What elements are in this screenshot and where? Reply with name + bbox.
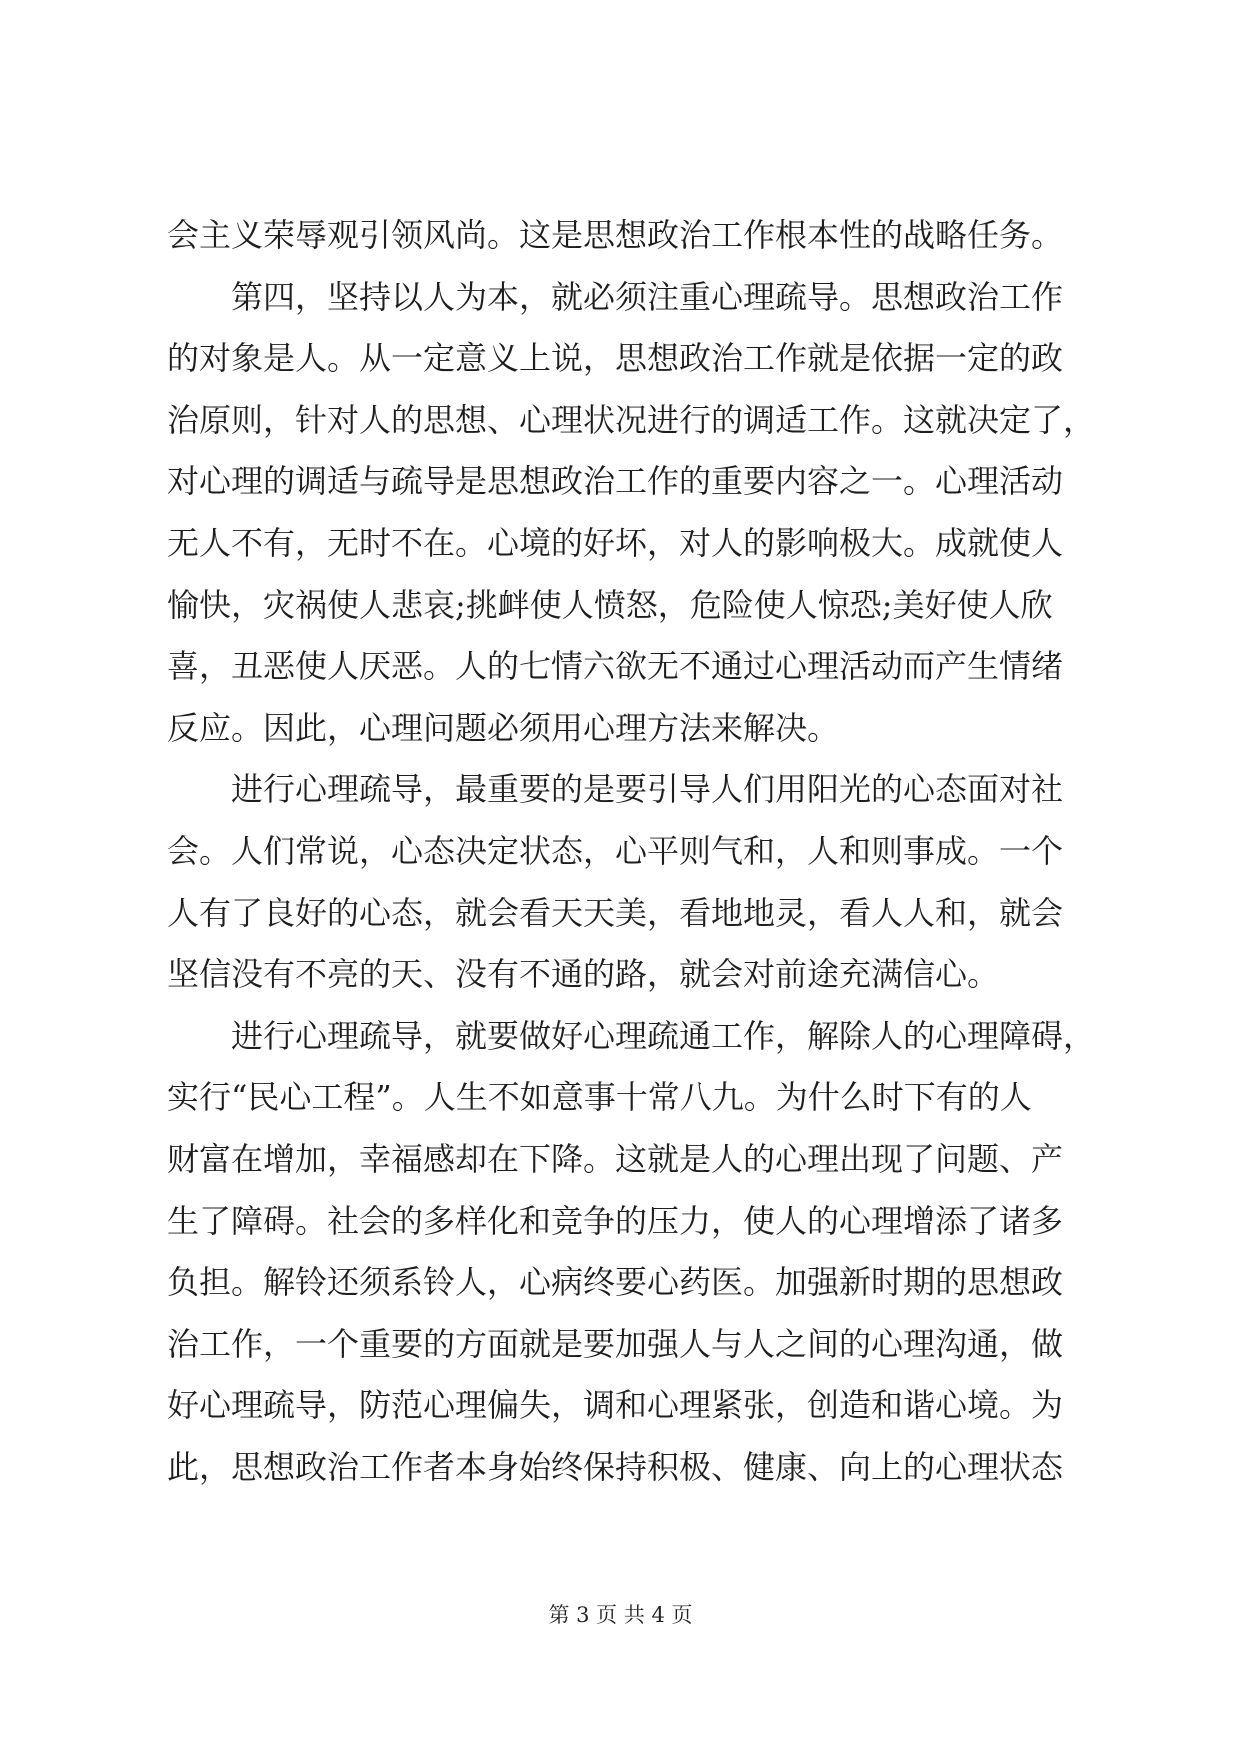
text-line: 好心理疏导，防范心理偏失，调和心理紧张，创造和谐心境。为 — [167, 1386, 1064, 1425]
body-text — [167, 205, 1096, 1498]
page-number-footer: 第 3 页 共 4 页 — [548, 1603, 693, 1627]
text-line: 人有了良好的心态，就会看天天美，看地地灵，看人人和，就会 — [167, 893, 1064, 932]
text-line: 喜，丑恶使人厌恶。人的七情六欲无不通过心理活动而产生情绪 — [167, 647, 1064, 686]
text-line: 对心理的调适与疏导是思想政治工作的重要内容之一。心理活动 — [167, 462, 1064, 501]
text-line: 会主义荣辱观引领风尚。这是思想政治工作根本性的战略任务。 — [167, 216, 1064, 254]
text-line: 此，思想政治工作者本身始终保持积极、健康、向上的心理状态 — [167, 1447, 1064, 1486]
text-line: 治工作，一个重要的方面就是要加强人与人之间的心理沟通，做 — [167, 1324, 1064, 1363]
text-line: 财富在增加，幸福感却在下降。这就是人的心理出现了问题、产 — [167, 1139, 1064, 1178]
text-line: 实行“民心工程”。人生不如意事十常八九。为什么时下有的人 — [167, 1078, 1032, 1117]
text-line: 无人不有，无时不在。心境的好坏，对人的影响极大。成就使人 — [167, 523, 1064, 562]
text-line: 的对象是人。从一定意义上说，思想政治工作就是依据一定的政 — [167, 339, 1064, 378]
text-line: 进行心理疏导，最重要的是要引导人们用阳光的心态面对社 — [167, 770, 1064, 809]
text-line: 会。人们常说，心态决定状态，心平则气和，人和则事成。一个 — [167, 831, 1064, 870]
text-line: 生了障碍。社会的多样化和竞争的压力，使人的心理增添了诸多 — [167, 1201, 1064, 1240]
text-line: 治原则，针对人的思想、心理状况进行的调适工作。这就决定了， — [167, 400, 1096, 439]
text-line: 第四，坚持以人为本，就必须注重心理疏导。思想政治工作 — [167, 277, 1064, 316]
text-line: 反应。因此，心理问题必须用心理方法来解决。 — [167, 708, 840, 747]
text-line: 愉快，灾祸使人悲哀;挑衅使人愤怒，危险使人惊恐;美好使人欣 — [167, 585, 1053, 624]
text-line: 坚信没有不亮的天、没有不通的路，就会对前途充满信心。 — [167, 955, 1000, 994]
text-line: 进行心理疏导，就要做好心理疏通工作，解除人的心理障碍， — [167, 1016, 1096, 1055]
text-line: 负担。解铃还须系铃人，心病终要心药医。加强新时期的思想政 — [167, 1263, 1064, 1302]
